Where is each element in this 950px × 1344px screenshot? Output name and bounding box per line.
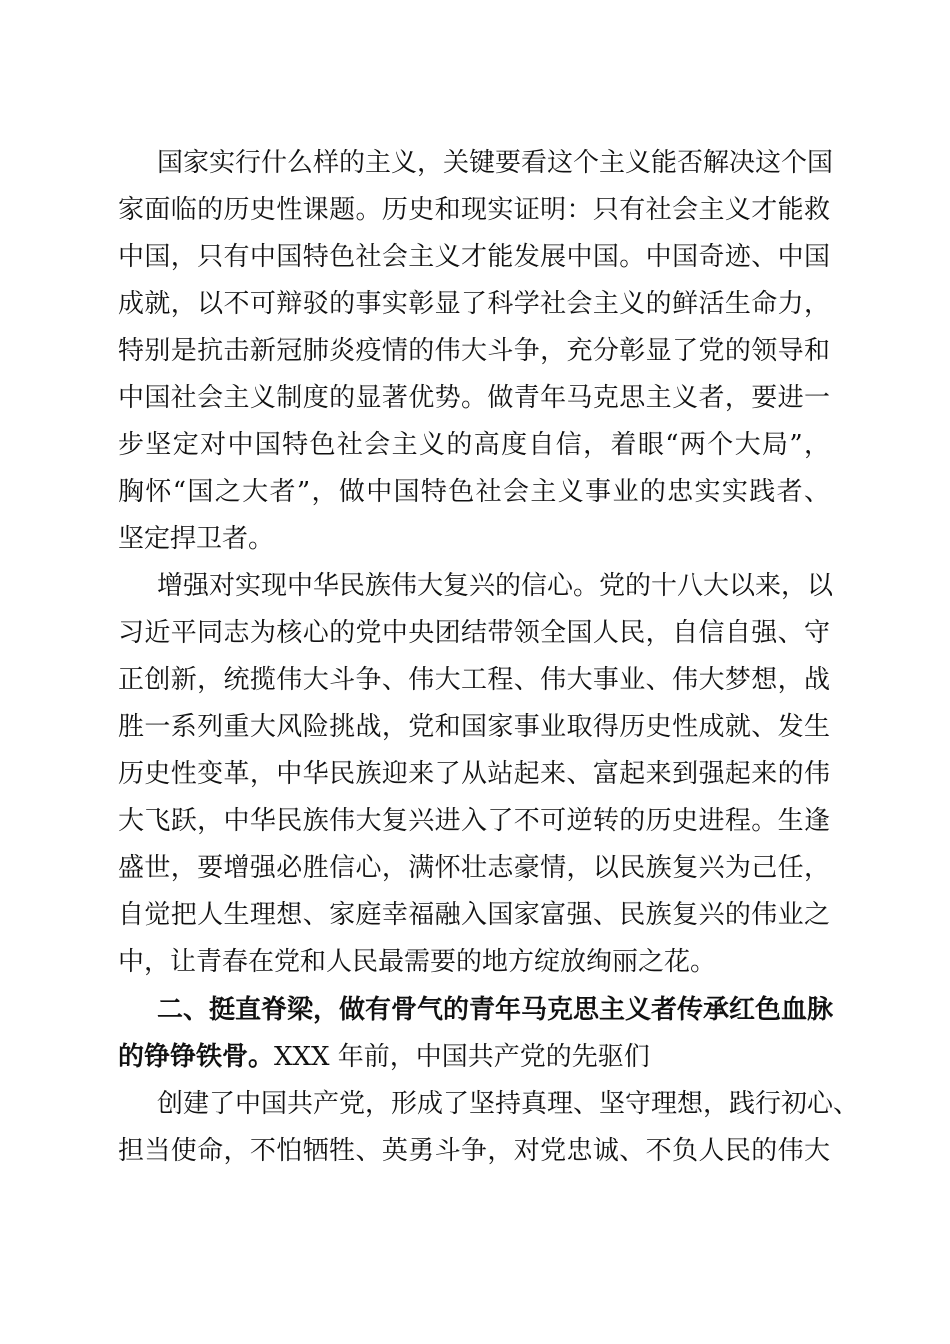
paragraph-1-line-7: 步坚定对中国特色社会主义的高度自信，着眼“两个大局”， [118,430,830,460]
paragraph-1-line-9: 坚定捍卫者。 [118,524,275,554]
section-heading-normal-text: XXX 年前，中国共产党的先驱们 [274,1042,650,1072]
paragraph-2-line-6: 大飞跃，中华民族伟大复兴进入了不可逆转的历史进程。生逢 [118,806,830,836]
paragraph-1-line-1: 国家实行什么样的主义，关键要看这个主义能否解决这个国 [157,148,834,178]
paragraph-1-line-3: 中国，只有中国特色社会主义才能发展中国。中国奇迹、中国 [118,242,830,272]
paragraph-1-line-5: 特别是抗击新冠肺炎疫情的伟大斗争，充分彰显了党的领导和 [118,336,830,366]
paragraph-2-line-7: 盛世，要增强必胜信心，满怀壮志豪情，以民族复兴为己任， [118,853,830,883]
section-heading-line-1: 二、挺直脊梁，做有骨气的青年马克思主义者传承红色血脉 [157,995,834,1025]
paragraph-2-line-5: 历史性变革，中华民族迎来了从站起来、富起来到强起来的伟 [118,759,830,789]
paragraph-1-line-2: 家面临的历史性课题。历史和现实证明：只有社会主义才能救 [118,195,830,225]
paragraph-2-line-8: 自觉把人生理想、家庭幸福融入国家富强、民族复兴的伟业之 [118,900,830,930]
paragraph-2-line-2: 习近平同志为核心的党中央团结带领全国人民，自信自强、守 [118,618,830,648]
paragraph-1-line-4: 成就，以不可辩驳的事实彰显了科学社会主义的鲜活生命力， [118,289,830,319]
paragraph-3-line-2: 担当使命，不怕牺牲、英勇斗争，对党忠诚、不负人民的伟大 [118,1136,830,1166]
paragraph-3-line-1: 创建了中国共产党，形成了坚持真理、坚守理想，践行初心、 [157,1089,860,1119]
paragraph-2-line-4: 胜一系列重大风险挑战，党和国家事业取得历史性成就、发生 [118,712,830,742]
paragraph-1-line-8: 胸怀“国之大者”，做中国特色社会主义事业的忠实实践者、 [118,477,830,507]
section-heading-bold-text: 的铮铮铁骨。 [118,1042,275,1072]
paragraph-1-line-6: 中国社会主义制度的显著优势。做青年马克思主义者，要进一 [118,383,830,413]
section-heading-line-2 [118,1037,830,1077]
paragraph-2-line-3: 正创新，统揽伟大斗争、伟大工程、伟大事业、伟大梦想，战 [118,665,830,695]
paragraph-2-line-9: 中，让青春在党和人民最需要的地方绽放绚丽之花。 [118,947,717,977]
paragraph-2-line-1: 增强对实现中华民族伟大复兴的信心。党的十八大以来，以 [157,571,834,601]
